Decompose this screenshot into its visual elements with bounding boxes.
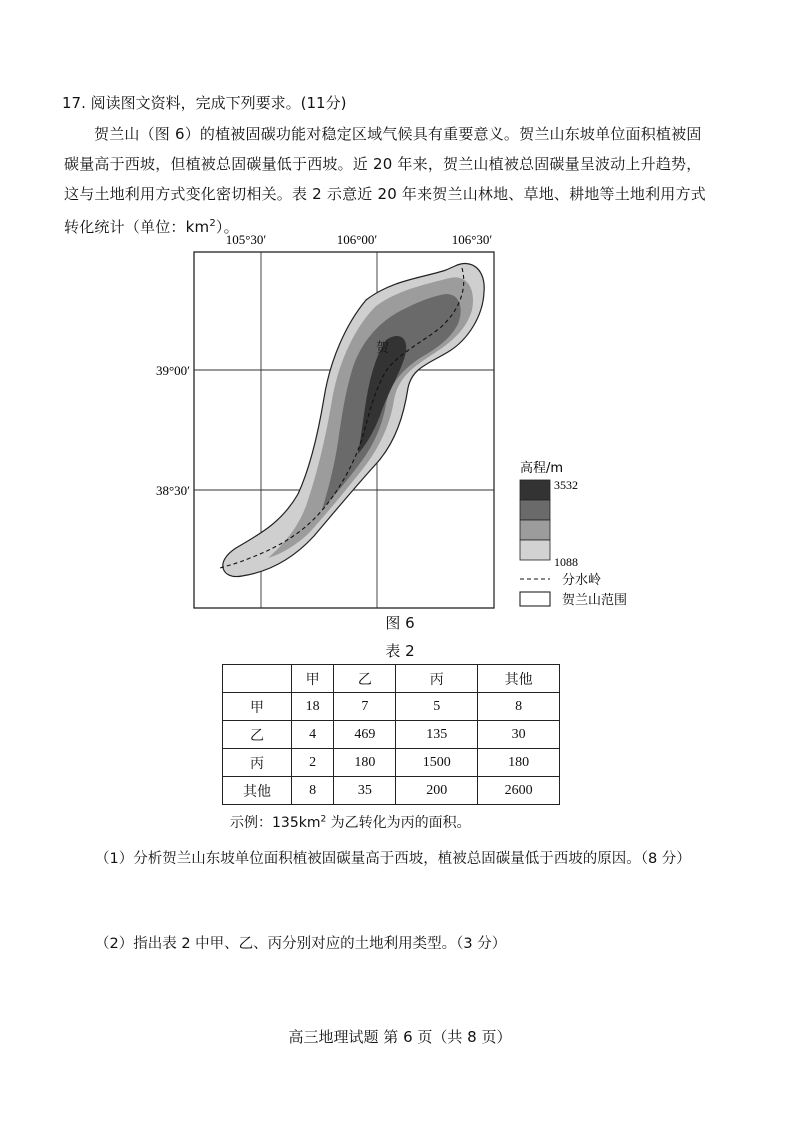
lon-label-3: 106°30′	[451, 232, 493, 247]
subquestion-2: （2）指出表 2 中甲、乙、丙分别对应的土地利用类型。（3 分）	[95, 936, 507, 952]
land-use-table	[222, 664, 560, 805]
table-row	[223, 749, 560, 777]
table-header-row	[223, 665, 560, 693]
example-text-end: 为乙转化为丙的面积。	[326, 815, 471, 831]
table-header-cell: 其他	[478, 665, 560, 693]
table-cell: 8	[478, 693, 560, 721]
table-cell: 135	[396, 721, 478, 749]
map-svg	[150, 228, 650, 618]
paragraph-end: ）。	[215, 218, 239, 236]
table-row-label: 其他	[223, 777, 292, 805]
table-header-cell: 丙	[396, 665, 478, 693]
question-title: 17. 阅读图文资料，完成下列要求。(11分)	[62, 94, 347, 112]
table-cell: 180	[478, 749, 560, 777]
lat-label-1: 39°00′	[155, 363, 190, 378]
lat-label-2: 38°30′	[155, 483, 190, 498]
table-cell: 30	[478, 721, 560, 749]
legend-max: 3532	[554, 478, 578, 492]
table-cell: 5	[396, 693, 478, 721]
legend-divide-label: 分水岭	[562, 573, 602, 588]
table-header-cell: 乙	[334, 665, 396, 693]
table-header-cell	[223, 665, 292, 693]
table-example-note	[230, 812, 471, 832]
table-cell: 2	[292, 749, 334, 777]
legend-swatch-mid-high	[520, 500, 550, 520]
table-row	[223, 777, 560, 805]
table-cell: 4	[292, 721, 334, 749]
table-cell: 200	[396, 777, 478, 805]
table-cell: 180	[334, 749, 396, 777]
subquestion-1: （1）分析贺兰山东坡单位面积植被固碳量高于西坡，植被总固碳量低于西坡的原因。（8 分）	[95, 851, 691, 867]
legend-title: 高程/m	[520, 461, 564, 476]
example-superscript: 2	[320, 814, 327, 825]
legend-swatch-mid-low	[520, 520, 550, 540]
lon-label-2: 106°00′	[336, 232, 378, 247]
table-cell: 8	[292, 777, 334, 805]
table-header-cell: 甲	[292, 665, 334, 693]
legend-range-label: 贺兰山范围	[562, 593, 628, 608]
page-footer: 高三地理试题 第 6 页（共 8 页）	[288, 1028, 512, 1046]
table-row	[223, 693, 560, 721]
figure-caption: 图 6	[385, 614, 415, 632]
paragraph-superscript: 2	[209, 218, 216, 229]
table-cell: 7	[334, 693, 396, 721]
figure-6-map	[150, 228, 650, 618]
table-cell: 35	[334, 777, 396, 805]
table-caption: 表 2	[385, 642, 415, 660]
table-row-label: 丙	[223, 749, 292, 777]
question-paragraph	[64, 119, 714, 242]
table-cell: 1500	[396, 749, 478, 777]
table-row	[223, 721, 560, 749]
example-text: 示例：135km	[230, 815, 321, 831]
paragraph-text: 贺兰山（图 6）的植被固碳功能对稳定区域气候具有重要意义。贺兰山东坡单位面积植被固碳量高于西坡，但植被总固碳量低于西坡。近 20 年来，贺兰山植被总固碳量呈波动上升趋势，这与土地利用方式变化密切相关。表 2 示意近 20 年来贺兰山林地、草地、耕地等土地利用方式转化统计（单位：km	[64, 125, 706, 236]
legend-min: 1088	[554, 555, 578, 569]
table-cell: 18	[292, 693, 334, 721]
table-row-label: 甲	[223, 693, 292, 721]
map-label-he: 贺	[376, 341, 390, 356]
lon-label-1: 105°30′	[225, 232, 267, 247]
legend-swatch-high	[520, 480, 550, 500]
table-row-label: 乙	[223, 721, 292, 749]
legend-swatch-low	[520, 540, 550, 560]
legend-range-symbol	[520, 592, 550, 606]
table-cell: 2600	[478, 777, 560, 805]
table-cell: 469	[334, 721, 396, 749]
